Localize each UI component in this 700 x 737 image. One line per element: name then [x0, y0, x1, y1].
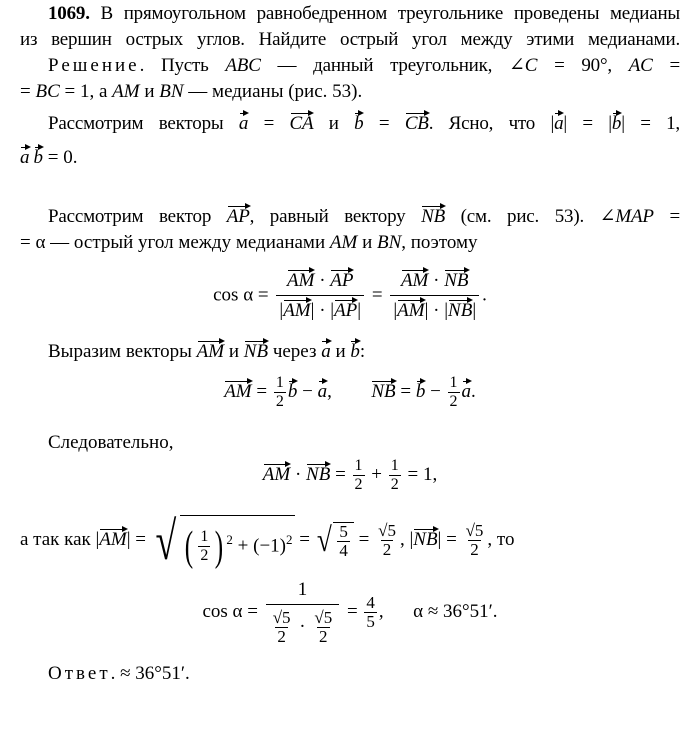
t: 2 — [382, 540, 392, 560]
solution-line-4 — [20, 146, 680, 170]
t: − — [430, 380, 441, 402]
t: · — [319, 300, 326, 321]
math-var: BN — [159, 81, 184, 102]
t: | = — [126, 529, 147, 550]
t: − — [302, 380, 313, 402]
fraction-half — [274, 374, 286, 411]
t: (см. рис. 53). ∠ — [460, 206, 616, 227]
fraction: $\frac{AM \cdot NB}{|AM| \cdot |NB|}$ — [390, 270, 479, 322]
t: 2 — [286, 531, 293, 547]
t: | = | — [563, 113, 612, 134]
t: 1 — [390, 457, 399, 474]
t: √5 — [465, 521, 484, 541]
t: = — [669, 55, 680, 76]
vector-CB: CB — [404, 113, 429, 134]
t: = — [669, 206, 680, 227]
t: 2 — [449, 393, 458, 410]
vector-AM: AM — [262, 463, 291, 485]
t: и — [328, 113, 339, 134]
t: = α — острый угол между медианами — [20, 232, 326, 253]
t: и — [335, 341, 346, 362]
vector-AP: AP — [226, 206, 250, 227]
problem-number: 1069. — [48, 3, 90, 24]
t: 2 — [319, 626, 328, 646]
t: 5 — [366, 611, 375, 631]
formula-cos-result — [0, 579, 700, 646]
t: = 1, а — [64, 81, 108, 102]
solution-line-9 — [20, 510, 680, 571]
t: cos α = — [202, 600, 258, 622]
t: — данный треугольник, ∠ — [277, 55, 525, 76]
math-var: ABC — [225, 55, 261, 76]
t: cos α = — [213, 284, 269, 306]
math-var: AC — [628, 55, 653, 76]
vector-NB: NB — [413, 529, 438, 550]
vector-NB: NB — [306, 463, 331, 485]
t: , | — [399, 529, 414, 550]
t: · — [294, 463, 302, 485]
vector-b: b — [611, 113, 622, 134]
solution-line-7 — [20, 340, 680, 364]
vector-NB: NB — [444, 270, 469, 291]
t: через — [272, 341, 317, 362]
answer-line — [20, 662, 680, 686]
t: + — [371, 463, 382, 485]
math-var: AM — [112, 81, 140, 102]
fraction-half — [389, 457, 401, 494]
t: + (−1) — [237, 535, 286, 557]
answer-label: Ответ — [48, 662, 111, 684]
t: = — [263, 113, 290, 134]
t: 2 — [470, 540, 479, 560]
fraction — [266, 579, 340, 646]
t: , — [327, 380, 332, 402]
formula-vectors — [0, 374, 700, 411]
t: , поэтому — [401, 232, 478, 253]
vector-b: b — [354, 113, 364, 134]
solution-line-5 — [20, 205, 680, 229]
vector-NB: NB — [448, 300, 473, 321]
vector-AP: AP — [334, 300, 358, 321]
t: 2 — [275, 393, 284, 410]
t: Рассмотрим вектор — [48, 206, 212, 227]
statement-text: В прямоугольном равнобедренном треугольнике проведены медианы — [100, 3, 680, 24]
t: и — [362, 232, 373, 253]
solution-line-6 — [20, 231, 680, 255]
vector-b: b — [415, 380, 426, 402]
vector-a: a — [554, 113, 564, 134]
t: = — [346, 600, 363, 622]
vector-b: b — [287, 380, 298, 402]
t: √5 — [378, 521, 396, 541]
problem-statement-line-2 — [20, 28, 680, 52]
t: √5 — [272, 607, 291, 627]
vector-AM: AM — [400, 270, 429, 291]
fraction — [376, 522, 398, 559]
fraction — [464, 522, 486, 559]
fraction: $\frac{AM \cdot AP}{|AM| \cdot |AP|}$ — [276, 270, 364, 322]
solution-line-2 — [20, 80, 680, 104]
math-var: C — [524, 55, 538, 76]
t: 1 — [275, 374, 284, 391]
t: 4 — [339, 541, 348, 561]
t: · — [433, 270, 440, 291]
vector-a: a — [317, 380, 328, 402]
solution-line-1 — [20, 54, 680, 78]
vector-a: a — [321, 341, 331, 362]
vector-AM: AM — [283, 300, 311, 321]
solution-label: Решение — [48, 55, 140, 76]
t: . — [471, 380, 476, 402]
vector-AM: AM — [196, 341, 225, 362]
t: а так как | — [20, 529, 100, 550]
solution-line-8 — [20, 431, 680, 455]
t: = 90°, — [554, 55, 612, 76]
math-var: AM — [329, 232, 358, 253]
t: , то — [487, 529, 515, 550]
vector-a: a — [20, 147, 30, 168]
statement-text: из вершин острых углов. Найдите острый угол между этими медианами. — [20, 29, 680, 50]
formula-cos-alpha — [0, 270, 700, 322]
t: : — [359, 341, 366, 362]
t: 1 — [297, 578, 308, 600]
vector-a: a — [461, 380, 472, 402]
fraction-half — [353, 457, 365, 494]
t: = — [371, 284, 383, 306]
formula-dot-product — [0, 457, 700, 494]
vector-AM: AM — [99, 529, 127, 550]
vector-CA: CA — [289, 113, 314, 134]
t: 1 — [449, 374, 458, 391]
answer-value: . ≈ 36°51′. — [110, 662, 190, 684]
vector-NB: NB — [243, 341, 269, 362]
square-root: √ ( $\frac{1}{2}$ ) $^2 + (-1)^2$ — [155, 510, 293, 571]
t: 1 — [200, 528, 209, 546]
t: Следовательно, — [48, 432, 174, 453]
t: 5 — [339, 522, 348, 542]
t: и — [228, 341, 240, 362]
t: 2 — [277, 626, 286, 646]
vector-AM: AM — [287, 270, 315, 291]
t: = 0. — [47, 147, 78, 168]
t: = — [400, 380, 412, 402]
t: — медианы (рис. 53). — [188, 81, 363, 102]
t: 2 — [200, 547, 209, 565]
t: 2 — [226, 531, 233, 547]
solution-line-3 — [20, 112, 680, 136]
t: = — [20, 81, 31, 102]
t: = 1, — [407, 463, 438, 485]
t: | = 1, — [621, 113, 680, 134]
math-var: MAP — [615, 206, 654, 227]
t: = — [256, 380, 268, 402]
vector-AP: AP — [330, 270, 354, 291]
t: · — [319, 270, 326, 291]
t: Пусть — [160, 55, 209, 76]
t: 1 — [354, 457, 363, 474]
t: · — [433, 300, 440, 321]
vector-AM: AM — [397, 300, 425, 321]
math-var: BN — [376, 232, 402, 253]
t: Выразим векторы — [48, 341, 192, 362]
t: 4 — [366, 592, 375, 612]
t: и — [144, 81, 155, 102]
problem-statement-line-1 — [20, 2, 680, 26]
fraction-half — [448, 374, 460, 411]
vector-NB: NB — [371, 380, 396, 402]
t: . Ясно, что | — [428, 113, 555, 134]
t: 2 — [390, 476, 399, 493]
t: = — [378, 113, 390, 134]
t: , — [378, 600, 384, 622]
vector-a: a — [238, 113, 249, 134]
t: · — [299, 615, 306, 637]
t: . — [139, 55, 145, 76]
t: = — [299, 529, 310, 550]
t: √5 — [314, 607, 333, 627]
fraction — [364, 594, 377, 631]
t: . — [482, 284, 487, 306]
t: Рассмотрим векторы — [48, 113, 224, 134]
t: | = — [437, 529, 457, 550]
t: 2 — [354, 476, 363, 493]
vector-NB: NB — [421, 206, 445, 227]
math-var: BC — [35, 81, 60, 102]
t: = — [358, 529, 370, 550]
vector-AM: AM — [224, 380, 252, 402]
t: = — [335, 463, 346, 485]
vector-b: b — [33, 147, 43, 168]
t: , равный вектору — [249, 206, 406, 227]
t: α ≈ 36°51′. — [413, 600, 498, 622]
vector-b: b — [350, 341, 360, 362]
square-root: √ $\frac{5}{4}$ — [315, 511, 354, 571]
